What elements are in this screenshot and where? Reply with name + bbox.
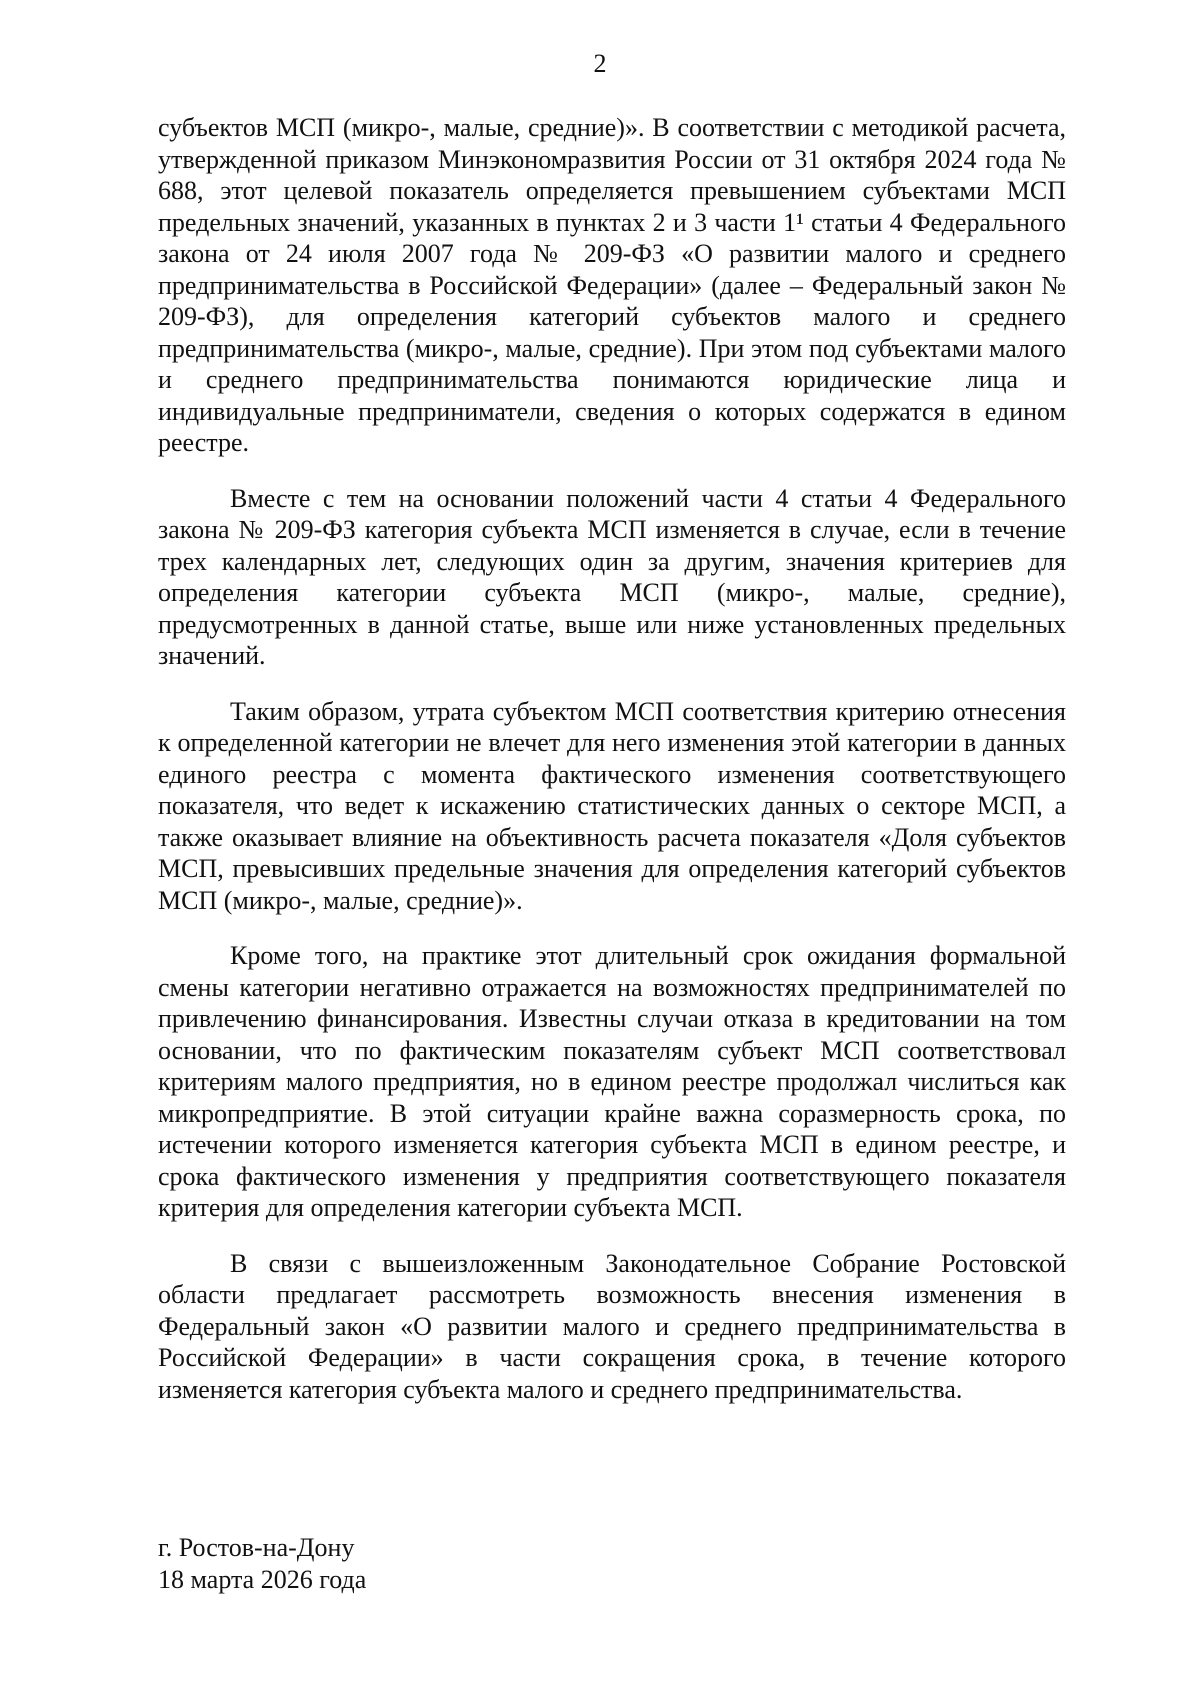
paragraph-4: Кроме того, на практике этот длительный срок ожидания формальной смены категории негативно отражается на возможностях предпринимателей по привлечению финансирования. Известны случаи отказа в кредитовании на том основании, что по фактическим показателям субъект МСП соответствовал критериям малого предприятия, но в едином реестре продолжал числиться как микропредприятие. В этой ситуации крайне важна соразмерность срока, по истечении которого изменяется категория субъекта МСП в едином реестре, и срока фактического изменения у предприятия соответствующего показателя критерия для определения категории субъекта МСП.: [158, 941, 1066, 1222]
page-number: 2: [593, 49, 607, 78]
paragraph-1: субъектов МСП (микро-, малые, средние)». В соответствии с методикой расчета, утвержденной приказом Минэкономразвития России от 31 октября 2024 года № 688, этот целевой показатель определяется превышением субъектами МСП предельных значений, указанных в пунктах 2 и 3 части 1¹ статьи 4 Федерального закона от 24 июля 2007 года № 209-ФЗ «О развитии малого и среднего предпринимательства в Российской Федерации» (далее – Федеральный закон № 209-ФЗ), для определения категорий субъектов малого и среднего предпринимательства (микро-, малые, средние). При этом под субъектами малого и среднего предпринимательства понимаются юридические лица и индивидуальные предприниматели, сведения о которых содержатся в едином реестре.: [158, 113, 1066, 457]
document-footer: [158, 1532, 366, 1595]
paragraph-2: Вместе с тем на основании положений части 4 статьи 4 Федерального закона № 209-ФЗ категория субъекта МСП изменяется в случае, если в течение трех календарных лет, следующих один за другим, значения критериев для определения категории субъекта МСП (микро-, малые, средние), предусмотренных в данной статье, выше или ниже установленных предельных значений.: [158, 483, 1066, 670]
paragraph-5: В связи с вышеизложенным Законодательное Собрание Ростовской области предлагает рассмотреть возможность внесения изменения в Федеральный закон «О развитии малого и среднего предпринимательства в Российской Федерации» в части сокращения срока, в течение которого изменяется категория субъекта малого и среднего предпринимательства.: [158, 1248, 1066, 1404]
footer-city: г. Ростов-на-Дону: [158, 1533, 355, 1562]
document-body: [158, 112, 1066, 1429]
paragraph-3: Таким образом, утрата субъектом МСП соответствия критерию отнесения к определенной категории не влечет для него изменения этой категории в данных единого реестра с момента фактического изменения соответствующего показателя, что ведет к искажению статистических данных о секторе МСП, а также оказывает влияние на объективность расчета показателя «Доля субъектов МСП, превысивших предельные значения для определения категорий субъектов МСП (микро-, малые, средние)».: [158, 696, 1066, 915]
footer-date: 18 марта 2026 года: [158, 1564, 367, 1594]
